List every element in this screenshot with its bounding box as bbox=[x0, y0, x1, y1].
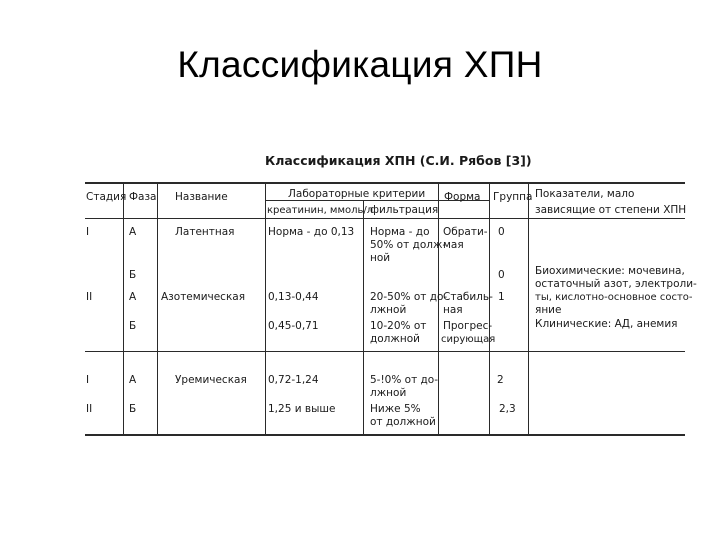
row5-phase: А bbox=[129, 374, 137, 386]
row5-stage: I bbox=[86, 374, 90, 386]
row6-group: 2,3 bbox=[499, 403, 516, 415]
col-line-1 bbox=[123, 182, 124, 434]
row3-form-line2: ная bbox=[443, 304, 463, 316]
row4-creatinine: 0,45-0,71 bbox=[268, 320, 319, 332]
row4-filtration-line2: должной bbox=[370, 333, 420, 345]
header-lab: Лабораторные критерии bbox=[288, 188, 426, 200]
col-line-2 bbox=[157, 182, 158, 434]
scanned-table bbox=[80, 148, 697, 443]
indicators-line1: Биохимические: мочевина, bbox=[535, 265, 685, 277]
row4-phase: Б bbox=[129, 320, 137, 332]
table-caption: Классификация ХПН (С.И. Рябов [3]) bbox=[265, 153, 532, 168]
row6-phase: Б bbox=[129, 403, 137, 415]
row1-form-line2: мая bbox=[443, 239, 464, 251]
col-line-4 bbox=[363, 200, 364, 434]
indicators-line2: остаточный азот, электроли- bbox=[535, 278, 697, 290]
row3-filtration-line2: лжной bbox=[370, 304, 407, 316]
row4-form-line2: сирующая bbox=[441, 334, 496, 345]
header-group: Группа bbox=[493, 191, 533, 203]
rule-top bbox=[85, 182, 685, 184]
row1-phase: А bbox=[129, 226, 137, 238]
row5-creatinine: 0,72-1,24 bbox=[268, 374, 319, 386]
indicators-line5: Клинические: АД, анемия bbox=[535, 318, 678, 330]
row5-name: Уремическая bbox=[175, 374, 247, 386]
header-form: Форма bbox=[444, 191, 481, 203]
row1-group: 0 bbox=[498, 226, 505, 238]
row1-filtration-line2: 50% от долж- bbox=[370, 239, 447, 251]
col-line-6 bbox=[489, 182, 490, 434]
header-indicators-line1: Показатели, мало bbox=[535, 188, 635, 200]
row3-filtration-line1: 20-50% от до- bbox=[370, 291, 448, 303]
col-line-5 bbox=[438, 182, 439, 434]
row5-filtration-line1: 5-!0% от до- bbox=[370, 374, 439, 386]
indicators-line4: яние bbox=[535, 304, 562, 316]
row3-group: 1 bbox=[498, 291, 505, 303]
row2-phase: Б bbox=[129, 269, 137, 281]
row3-stage: II bbox=[86, 291, 93, 303]
row3-form-line1: Стабиль- bbox=[443, 291, 493, 303]
header-indicators-line2: зависящие от степени ХПН bbox=[535, 204, 687, 216]
header-name: Название bbox=[175, 191, 228, 203]
header-stage: Стадия bbox=[86, 191, 127, 203]
rule-bottom bbox=[85, 434, 685, 436]
row3-creatinine: 0,13-0,44 bbox=[268, 291, 319, 303]
header-filtration: фильтрация bbox=[370, 204, 439, 216]
header-creatinine: креатинин, ммоль/л bbox=[267, 205, 374, 216]
row3-name: Азотемическая bbox=[161, 291, 246, 303]
row5-filtration-line2: лжной bbox=[370, 387, 407, 399]
row1-filtration-line1: Норма - до bbox=[370, 226, 430, 238]
row6-filtration-line2: от должной bbox=[370, 416, 436, 428]
row1-stage: I bbox=[86, 226, 90, 238]
row6-filtration-line1: Ниже 5% bbox=[370, 403, 421, 415]
col-line-7 bbox=[528, 182, 529, 434]
row1-creatinine: Норма - до 0,13 bbox=[268, 226, 355, 238]
row1-form-line1: Обрати- bbox=[443, 226, 488, 238]
row6-stage: II bbox=[86, 403, 93, 415]
row1-name: Латентная bbox=[175, 226, 235, 238]
col-line-3 bbox=[265, 182, 266, 434]
row6-creatinine: 1,25 и выше bbox=[268, 403, 336, 415]
row4-form-line1: Прогрес- bbox=[443, 320, 493, 332]
rule-azotemic-bottom bbox=[85, 351, 685, 352]
header-phase: Фаза bbox=[129, 191, 157, 203]
rule-header-bottom bbox=[85, 218, 685, 219]
slide-title: Классификация ХПН bbox=[177, 44, 543, 85]
row3-phase: А bbox=[129, 291, 137, 303]
row1-filtration-line3: ной bbox=[370, 252, 391, 264]
row5-group: 2 bbox=[497, 374, 504, 386]
row2-group: 0 bbox=[498, 269, 505, 281]
indicators-line3: ты, кислотно-основное состо- bbox=[535, 292, 693, 303]
row4-filtration-line1: 10-20% от bbox=[370, 320, 427, 332]
